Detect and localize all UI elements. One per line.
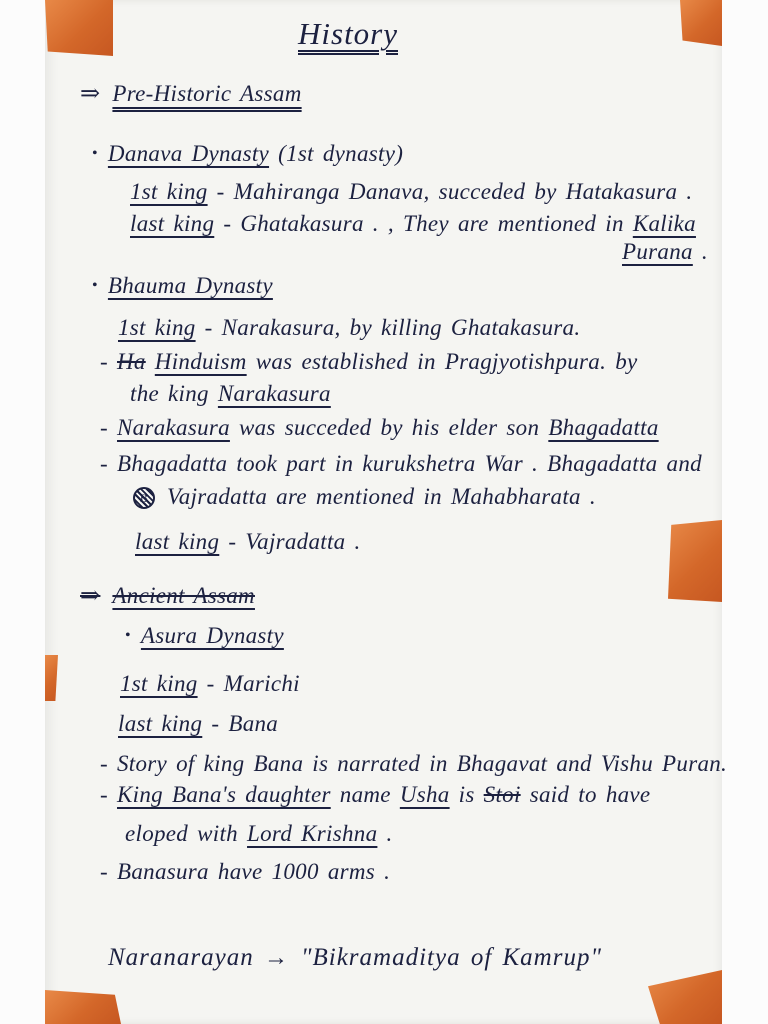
last-king-label: last king [130,211,215,236]
last-king-text: - Vajradatta . [219,529,361,554]
note-text: - Bhagadatta took part in kurukshetra War . Bhagadatta and [100,451,702,476]
last-king-text: - Ghatakasura . , They are mentioned in [214,211,633,236]
dynasty-name: Danava Dynasty [107,141,270,166]
bhauma-note-3 [100,450,702,478]
source-name-cont: Purana [622,239,693,264]
first-king-text: - Narakasura, by killing Ghatakasura. [195,315,581,340]
danava-first-king [130,178,692,206]
footer-note [108,944,602,972]
note-text: was established in Pragjyotishpura. by [246,349,638,374]
scribbled-marker: B [133,487,155,509]
bhauma-first-king [118,314,580,342]
asura-note-2 [100,781,650,809]
bhauma-note-3-cont [133,483,596,511]
note-keyword: Narakasura [117,415,230,440]
note-text: - Story of king Bana is narrated in Bhagavat and Vishu Puran. [100,751,728,776]
note-keyword: Bhagadatta [548,415,659,440]
last-king-label: last king [118,711,203,736]
note-keyword: King Bana's daughter [117,782,331,807]
note-text: name [330,782,400,807]
note-keyword: Hinduism [154,349,247,374]
tape-right-middle [668,520,722,602]
note-text: - Banasura have 1000 arms . [100,859,391,884]
note-text: . [377,821,393,846]
source-name: Kalika [632,211,696,236]
note-text: eloped with [125,821,248,846]
page-title-line [298,16,398,51]
first-king-label: 1st king [118,315,196,340]
dynasty-name: Bhauma Dynasty [107,273,273,298]
asura-note-1 [100,750,727,778]
arrow-right-icon: → [263,945,289,971]
asura-note-3 [100,858,390,886]
bullet-icon: • [125,627,131,644]
note-text: is [449,782,484,807]
danava-source-continued [622,238,708,266]
section-title: Ancient Assam [112,583,255,608]
bhauma-note-1-cont [130,380,331,408]
double-arrow-icon: ⇒ [80,583,101,609]
note-text: said to have [520,782,651,807]
page-title: History [298,16,398,51]
asura-first-king [120,670,300,698]
note-text: the king [130,381,218,406]
tape-top-right [680,0,722,46]
bullet-icon: • [92,277,98,294]
struck-text: Ha [117,349,146,374]
dynasty-heading-asura [125,622,284,653]
asura-last-king [118,710,278,738]
section-heading-prehistoric [80,80,302,108]
first-king-text: - Marichi [197,671,300,696]
asura-note-2-cont [125,820,393,848]
struck-text: Stoi [483,782,521,807]
dynasty-heading-bhauma [92,272,273,303]
first-king-text: - Mahiranga Danava, succeded by Hatakasura . [207,179,693,204]
tape-bottom-left [45,990,121,1024]
footer-title: "Bikramaditya of Kamrup" [300,944,602,971]
note-keyword: Usha [399,782,450,807]
last-king-text: - Bana [202,711,279,736]
bullet-icon: • [92,145,98,162]
last-king-label: last king [135,529,220,554]
first-king-label: 1st king [120,671,198,696]
footer-name: Naranarayan [108,944,254,971]
bhauma-note-1 [100,348,638,376]
first-king-label: 1st king [130,179,208,204]
bhauma-note-2 [100,414,659,442]
bhauma-last-king [135,528,361,556]
source-end: . [692,239,708,264]
double-arrow-icon: ⇒ [80,81,101,107]
note-dash: - [100,415,118,440]
section-heading-ancient [80,582,255,610]
note-text: was succeded by his elder son [229,415,549,440]
dynasty-note: (1st dynasty) [278,141,404,166]
note-keyword: Narakasura [217,381,331,406]
note-dash: - [100,782,118,807]
dynasty-heading-danava [92,140,403,171]
dynasty-name: Asura Dynasty [140,623,284,648]
danava-last-king [130,210,696,238]
section-title: Pre-Historic Assam [112,81,302,106]
note-text: Vajradatta are mentioned in Mahabharata . [167,484,596,509]
note-keyword: Lord Krishna [247,821,378,846]
note-dash: - [100,349,118,374]
tape-top-left [45,0,113,56]
